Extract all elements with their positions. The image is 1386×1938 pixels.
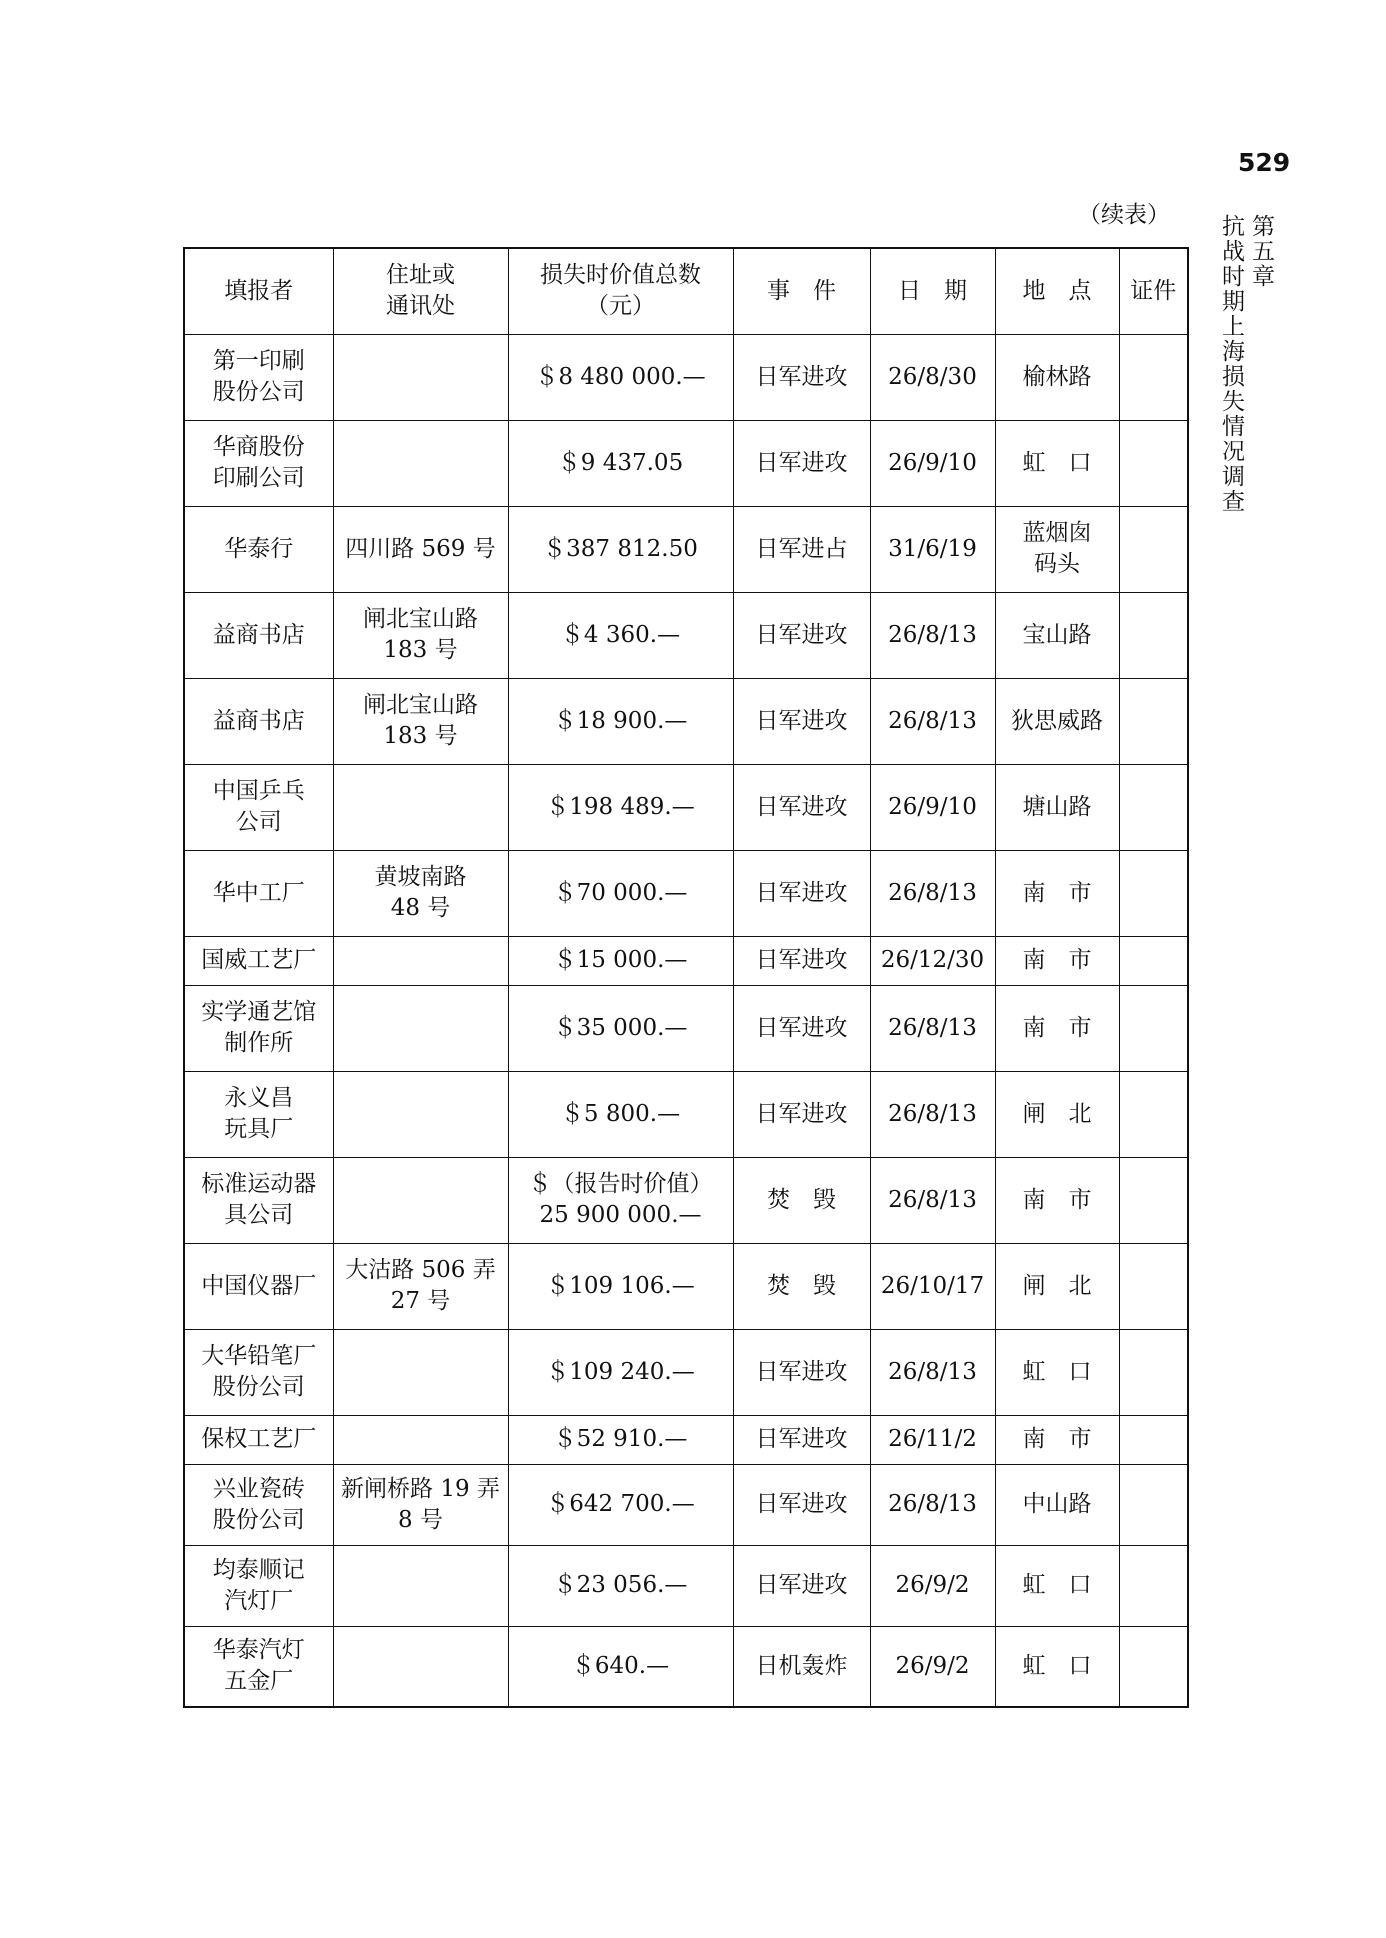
- cell-certificate: [1119, 1157, 1188, 1243]
- cell-certificate: [1119, 1415, 1188, 1464]
- cell-location: 虹 口: [995, 1329, 1119, 1415]
- cell-event: 日军进攻: [733, 1464, 870, 1545]
- header-address: 住址或 通讯处: [333, 248, 508, 334]
- cell-event: 日军进攻: [733, 678, 870, 764]
- cell-event: 日机轰炸: [733, 1626, 870, 1707]
- cell-location: 中山路: [995, 1464, 1119, 1545]
- table-row: [184, 678, 1188, 764]
- cell-location: 虹 口: [995, 420, 1119, 506]
- cell-location: 南 市: [995, 985, 1119, 1071]
- cell-certificate: [1119, 1243, 1188, 1329]
- cell-certificate: [1119, 1464, 1188, 1545]
- chapter-subject: 抗战时期上海损失情况调查: [1218, 214, 1244, 514]
- cell-event: 日军进攻: [733, 1415, 870, 1464]
- cell-date: 26/10/17: [870, 1243, 995, 1329]
- cell-address: 大沽路 506 弄 27 号: [333, 1243, 508, 1329]
- header-reporter: 填报者: [184, 248, 333, 334]
- cell-certificate: [1119, 678, 1188, 764]
- cell-date: 26/8/30: [870, 334, 995, 420]
- cell-amount: ＄70 000.—: [508, 850, 733, 936]
- chapter-label: 第五章: [1248, 214, 1274, 289]
- cell-event: 日军进攻: [733, 985, 870, 1071]
- cell-reporter: 大华铅笔厂 股份公司: [184, 1329, 333, 1415]
- cell-event: 日军进攻: [733, 1329, 870, 1415]
- cell-reporter: 华中工厂: [184, 850, 333, 936]
- table-row: [184, 1329, 1188, 1415]
- cell-date: 26/12/30: [870, 936, 995, 985]
- table-row: [184, 506, 1188, 592]
- table-row: [184, 985, 1188, 1071]
- cell-event: 焚 毁: [733, 1243, 870, 1329]
- cell-date: 26/9/2: [870, 1545, 995, 1626]
- cell-address: 闸北宝山路 183 号: [333, 678, 508, 764]
- cell-reporter: 华泰汽灯 五金厂: [184, 1626, 333, 1707]
- page-number: 529: [1238, 148, 1291, 177]
- cell-address: [333, 334, 508, 420]
- cell-location: 蓝烟囱 码头: [995, 506, 1119, 592]
- cell-address: [333, 936, 508, 985]
- cell-event: 日军进攻: [733, 764, 870, 850]
- cell-date: 26/8/13: [870, 985, 995, 1071]
- cell-location: 狄思威路: [995, 678, 1119, 764]
- cell-certificate: [1119, 1545, 1188, 1626]
- table-row: [184, 334, 1188, 420]
- cell-certificate: [1119, 334, 1188, 420]
- cell-date: 31/6/19: [870, 506, 995, 592]
- cell-reporter: 永义昌 玩具厂: [184, 1071, 333, 1157]
- cell-reporter: 保权工艺厂: [184, 1415, 333, 1464]
- cell-reporter: 中国乒乓 公司: [184, 764, 333, 850]
- cell-date: 26/8/13: [870, 850, 995, 936]
- cell-address: 新闸桥路 19 弄 8 号: [333, 1464, 508, 1545]
- cell-certificate: [1119, 985, 1188, 1071]
- cell-amount: ＄（报告时价值） 25 900 000.—: [508, 1157, 733, 1243]
- cell-amount: ＄640.—: [508, 1626, 733, 1707]
- cell-reporter: 兴业瓷砖 股份公司: [184, 1464, 333, 1545]
- cell-address: [333, 1329, 508, 1415]
- cell-address: [333, 1071, 508, 1157]
- cell-location: 闸 北: [995, 1243, 1119, 1329]
- cell-amount: ＄35 000.—: [508, 985, 733, 1071]
- cell-amount: ＄9 437.05: [508, 420, 733, 506]
- cell-location: 虹 口: [995, 1626, 1119, 1707]
- cell-certificate: [1119, 506, 1188, 592]
- cell-date: 26/8/13: [870, 1329, 995, 1415]
- loss-table: [183, 247, 1189, 1708]
- table-row: [184, 764, 1188, 850]
- cell-date: 26/8/13: [870, 592, 995, 678]
- cell-address: [333, 1545, 508, 1626]
- cell-certificate: [1119, 592, 1188, 678]
- header-row: [184, 248, 1188, 334]
- cell-reporter: 标准运动器 具公司: [184, 1157, 333, 1243]
- cell-address: 闸北宝山路 183 号: [333, 592, 508, 678]
- cell-address: [333, 764, 508, 850]
- table-row: [184, 420, 1188, 506]
- cell-location: 南 市: [995, 936, 1119, 985]
- cell-location: 宝山路: [995, 592, 1119, 678]
- running-head: [1218, 214, 1276, 514]
- cell-certificate: [1119, 1626, 1188, 1707]
- cell-address: [333, 1415, 508, 1464]
- cell-date: 26/9/10: [870, 420, 995, 506]
- header-loss-value: 损失时价值总数 （元）: [508, 248, 733, 334]
- cell-date: 26/9/10: [870, 764, 995, 850]
- cell-reporter: 益商书店: [184, 592, 333, 678]
- cell-location: 闸 北: [995, 1071, 1119, 1157]
- header-event: 事 件: [733, 248, 870, 334]
- cell-location: 虹 口: [995, 1545, 1119, 1626]
- header-certificate: 证件: [1119, 248, 1188, 334]
- cell-address: [333, 420, 508, 506]
- cell-reporter: 国威工艺厂: [184, 936, 333, 985]
- cell-location: 南 市: [995, 850, 1119, 936]
- cell-event: 日军进攻: [733, 592, 870, 678]
- cell-reporter: 华商股份 印刷公司: [184, 420, 333, 506]
- cell-certificate: [1119, 936, 1188, 985]
- cell-amount: ＄52 910.—: [508, 1415, 733, 1464]
- cell-address: 黄坡南路 48 号: [333, 850, 508, 936]
- table-row: [184, 592, 1188, 678]
- cell-reporter: 实学通艺馆 制作所: [184, 985, 333, 1071]
- table-row: [184, 936, 1188, 985]
- header-date: 日 期: [870, 248, 995, 334]
- cell-event: 日军进攻: [733, 334, 870, 420]
- cell-amount: ＄18 900.—: [508, 678, 733, 764]
- cell-address: [333, 1626, 508, 1707]
- cell-amount: ＄109 240.—: [508, 1329, 733, 1415]
- table-row: [184, 850, 1188, 936]
- cell-date: 26/8/13: [870, 678, 995, 764]
- cell-reporter: 中国仪器厂: [184, 1243, 333, 1329]
- cell-certificate: [1119, 1071, 1188, 1157]
- cell-event: 日军进攻: [733, 850, 870, 936]
- cell-address: [333, 985, 508, 1071]
- cell-amount: ＄15 000.—: [508, 936, 733, 985]
- cell-address: 四川路 569 号: [333, 506, 508, 592]
- header-location: 地 点: [995, 248, 1119, 334]
- table-row: [184, 1243, 1188, 1329]
- cell-address: [333, 1157, 508, 1243]
- cell-location: 榆林路: [995, 334, 1119, 420]
- cell-amount: ＄642 700.—: [508, 1464, 733, 1545]
- cell-date: 26/8/13: [870, 1464, 995, 1545]
- cell-date: 26/11/2: [870, 1415, 995, 1464]
- cell-location: 南 市: [995, 1415, 1119, 1464]
- cell-location: 南 市: [995, 1157, 1119, 1243]
- cell-reporter: 第一印刷 股份公司: [184, 334, 333, 420]
- cell-amount: ＄5 800.—: [508, 1071, 733, 1157]
- cell-amount: ＄4 360.—: [508, 592, 733, 678]
- cell-reporter: 华泰行: [184, 506, 333, 592]
- cell-certificate: [1119, 850, 1188, 936]
- table-row: [184, 1415, 1188, 1464]
- cell-date: 26/9/2: [870, 1626, 995, 1707]
- cell-reporter: 均泰顺记 汽灯厂: [184, 1545, 333, 1626]
- cell-certificate: [1119, 1329, 1188, 1415]
- cell-amount: ＄109 106.—: [508, 1243, 733, 1329]
- cell-reporter: 益商书店: [184, 678, 333, 764]
- cell-location: 塘山路: [995, 764, 1119, 850]
- cell-event: 焚 毁: [733, 1157, 870, 1243]
- cell-date: 26/8/13: [870, 1157, 995, 1243]
- cell-amount: ＄198 489.—: [508, 764, 733, 850]
- table-row: [184, 1464, 1188, 1545]
- cell-event: 日军进攻: [733, 1071, 870, 1157]
- cell-event: 日军进占: [733, 506, 870, 592]
- cell-amount: ＄8 480 000.—: [508, 334, 733, 420]
- cell-event: 日军进攻: [733, 1545, 870, 1626]
- cell-date: 26/8/13: [870, 1071, 995, 1157]
- cell-amount: ＄387 812.50: [508, 506, 733, 592]
- table-row: [184, 1071, 1188, 1157]
- cell-amount: ＄23 056.—: [508, 1545, 733, 1626]
- continued-label: （续表）: [1078, 202, 1170, 228]
- table-row: [184, 1157, 1188, 1243]
- table-row: [184, 1626, 1188, 1707]
- cell-certificate: [1119, 764, 1188, 850]
- cell-event: 日军进攻: [733, 420, 870, 506]
- cell-event: 日军进攻: [733, 936, 870, 985]
- cell-certificate: [1119, 420, 1188, 506]
- table-row: [184, 1545, 1188, 1626]
